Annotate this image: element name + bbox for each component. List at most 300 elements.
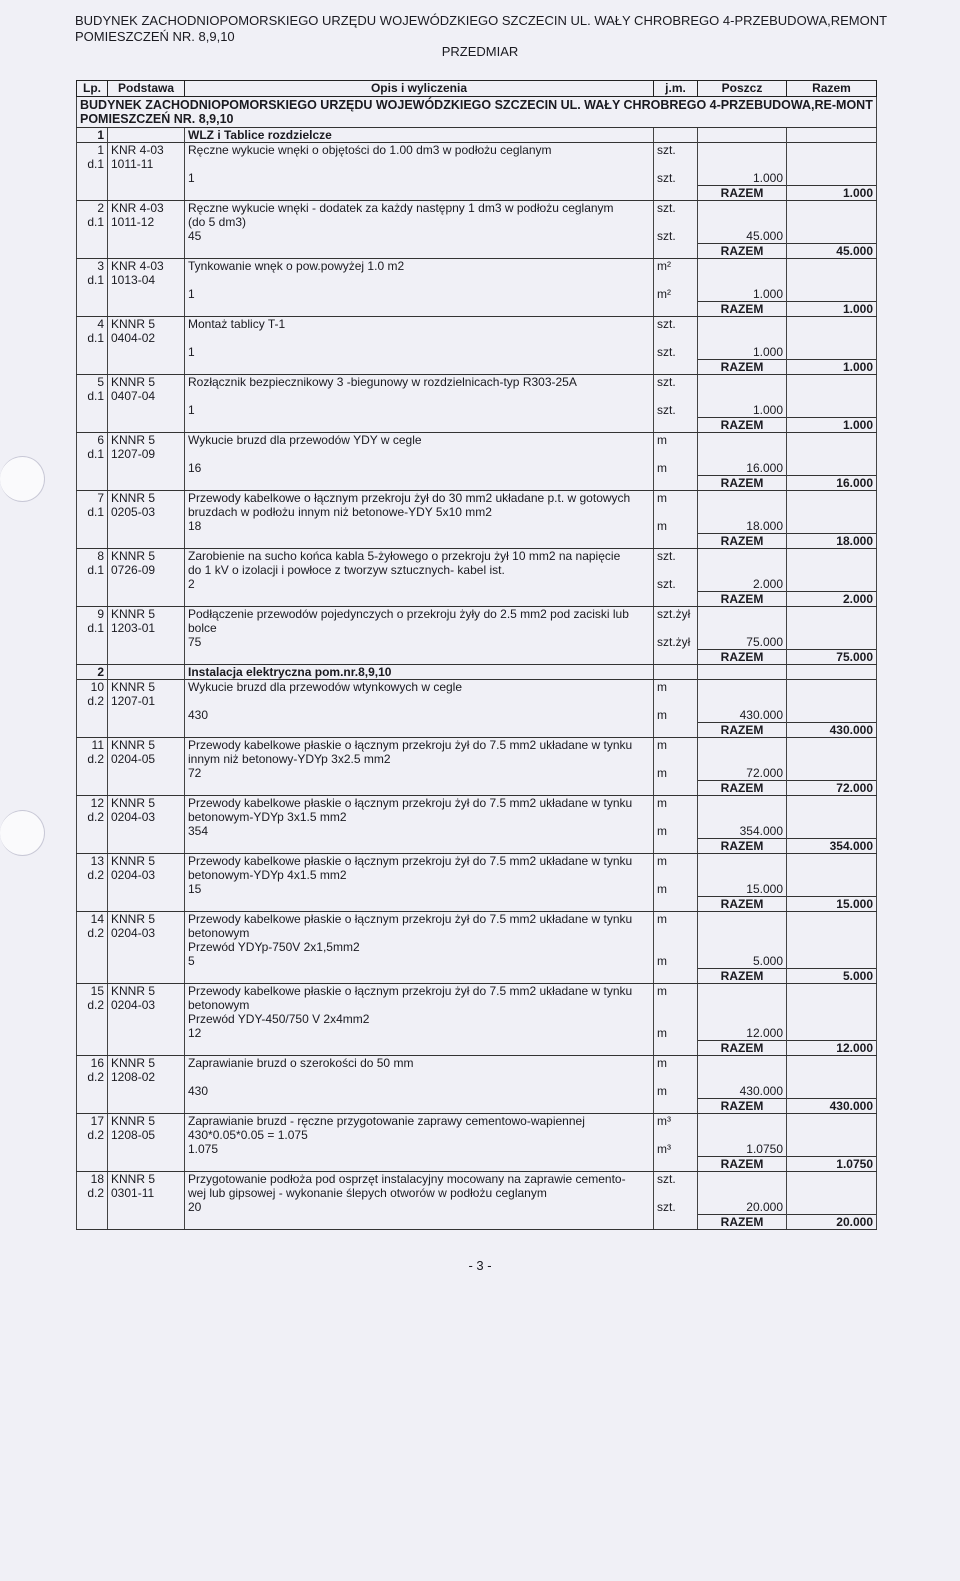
razem-label: RAZEM	[698, 1099, 787, 1114]
item-basis: KNNR 5	[108, 375, 185, 390]
item-description	[185, 1070, 654, 1084]
item-lp-suffix: d.2	[77, 1186, 108, 1200]
item-lp-suffix: d.1	[77, 447, 108, 461]
table-cell	[108, 839, 185, 854]
item-description: 430*0.05*0.05 = 1.075	[185, 1128, 654, 1142]
item-row	[77, 1056, 877, 1071]
item-row-cont	[77, 926, 877, 940]
item-unit: m	[654, 854, 698, 869]
table-cell	[698, 215, 787, 229]
item-row	[77, 375, 877, 390]
table-cell	[77, 519, 108, 534]
table-cell	[77, 229, 108, 244]
razem-label: RAZEM	[698, 650, 787, 665]
table-cell	[654, 505, 698, 519]
table-cell	[698, 201, 787, 216]
item-basis: KNNR 5	[108, 549, 185, 564]
item-total-row	[77, 244, 877, 259]
item-row	[77, 984, 877, 999]
item-calc-row	[77, 708, 877, 723]
table-cell	[787, 229, 877, 244]
item-row-cont	[77, 215, 877, 229]
item-lp: 5	[77, 375, 108, 390]
table-cell	[787, 926, 877, 940]
item-basis: KNNR 5	[108, 854, 185, 869]
item-description: betonowym-YDYp 3x1.5 mm2	[185, 810, 654, 824]
razem-label: RAZEM	[698, 1157, 787, 1172]
item-basis-code: 0205-03	[108, 505, 185, 519]
item-row-cont	[77, 810, 877, 824]
item-row	[77, 912, 877, 927]
item-calc-row	[77, 882, 877, 897]
item-partial: 72.000	[698, 766, 787, 781]
table-cell	[787, 317, 877, 332]
item-calc-unit: m	[654, 954, 698, 969]
item-total: 12.000	[787, 1041, 877, 1056]
item-basis-code: 0726-09	[108, 563, 185, 577]
table-cell	[185, 302, 654, 317]
table-cell	[787, 680, 877, 695]
table-cell	[77, 1200, 108, 1215]
table-cell	[787, 171, 877, 186]
item-calc-row	[77, 766, 877, 781]
item-total: 1.000	[787, 360, 877, 375]
item-lp: 12	[77, 796, 108, 811]
table-cell	[77, 839, 108, 854]
item-total-row	[77, 360, 877, 375]
item-calc-unit: szt.	[654, 1200, 698, 1215]
item-unit: m	[654, 984, 698, 999]
item-lp: 9	[77, 607, 108, 622]
item-description: bruzdach w podłożu innym niż betonowe-YDY 5x10 mm2	[185, 505, 654, 519]
item-row	[77, 796, 877, 811]
table-cell	[654, 665, 698, 680]
table-cell	[654, 389, 698, 403]
item-row	[77, 317, 877, 332]
table-cell	[108, 345, 185, 360]
item-calculation: 45	[185, 229, 654, 244]
item-basis-code: 1207-01	[108, 694, 185, 708]
item-unit: szt.żył	[654, 607, 698, 622]
table-cell	[787, 259, 877, 274]
item-lp-suffix: d.2	[77, 926, 108, 940]
table-cell	[787, 738, 877, 753]
razem-label: RAZEM	[698, 1041, 787, 1056]
table-cell	[787, 1114, 877, 1129]
item-calc-row	[77, 171, 877, 186]
item-calculation: 430	[185, 1084, 654, 1099]
table-cell	[787, 128, 877, 143]
item-unit: m	[654, 491, 698, 506]
table-cell	[77, 635, 108, 650]
table-cell	[698, 680, 787, 695]
item-partial: 20.000	[698, 1200, 787, 1215]
item-lp-suffix: d.2	[77, 998, 108, 1012]
item-row	[77, 259, 877, 274]
item-unit: szt.	[654, 143, 698, 158]
table-cell	[787, 665, 877, 680]
item-calculation: 15	[185, 882, 654, 897]
item-basis: KNNR 5	[108, 796, 185, 811]
item-row	[77, 607, 877, 622]
table-cell	[77, 302, 108, 317]
table-cell	[77, 476, 108, 491]
table-cell	[185, 418, 654, 433]
item-calc-unit: m	[654, 824, 698, 839]
razem-label: RAZEM	[698, 476, 787, 491]
item-calculation: 20	[185, 1200, 654, 1215]
table-cell	[108, 940, 185, 954]
section-title: Instalacja elektryczna pom.nr.8,9,10	[185, 665, 654, 680]
item-calc-row	[77, 1084, 877, 1099]
item-lp-suffix: d.1	[77, 389, 108, 403]
table-cell	[698, 143, 787, 158]
table-cell	[787, 345, 877, 360]
item-row-cont	[77, 563, 877, 577]
item-total: 15.000	[787, 897, 877, 912]
table-cell	[654, 868, 698, 882]
table-cell	[787, 1172, 877, 1187]
table-cell	[787, 505, 877, 519]
razem-label: RAZEM	[698, 592, 787, 607]
table-cell	[185, 186, 654, 201]
table-cell	[108, 1142, 185, 1157]
table-cell	[77, 1012, 108, 1026]
item-lp-suffix: d.2	[77, 868, 108, 882]
table-cell	[654, 897, 698, 912]
item-unit: m³	[654, 1114, 698, 1129]
item-basis-code: 1203-01	[108, 621, 185, 635]
item-row-cont	[77, 1128, 877, 1142]
item-description: Zarobienie na sucho końca kabla 5-żyłowego o przekroju żył 10 mm2 na napięcie	[185, 549, 654, 564]
header-line-2: POMIESZCZEŃ NR. 8,9,10	[75, 29, 235, 44]
table-cell	[77, 418, 108, 433]
table-cell	[787, 331, 877, 345]
item-description: Przygotowanie podłoża pod osprzęt instalacyjny mocowany na zaprawie cemento-	[185, 1172, 654, 1187]
item-basis-code: 1013-04	[108, 273, 185, 287]
table-cell	[787, 868, 877, 882]
item-calc-row	[77, 519, 877, 534]
item-partial: 1.000	[698, 403, 787, 418]
item-partial: 18.000	[698, 519, 787, 534]
item-row	[77, 1114, 877, 1129]
table-cell	[654, 810, 698, 824]
item-total: 430.000	[787, 723, 877, 738]
item-description: betonowym	[185, 998, 654, 1012]
item-lp: 6	[77, 433, 108, 448]
item-calc-unit: m	[654, 708, 698, 723]
item-partial: 430.000	[698, 1084, 787, 1099]
item-description: Wykucie bruzd dla przewodów YDY w cegle	[185, 433, 654, 448]
table-cell	[787, 854, 877, 869]
item-total: 20.000	[787, 1215, 877, 1230]
table-cell	[654, 723, 698, 738]
item-basis: KNNR 5	[108, 984, 185, 999]
item-partial: 15.000	[698, 882, 787, 897]
item-total-row	[77, 592, 877, 607]
item-lp-suffix: d.1	[77, 505, 108, 519]
table-cell	[108, 1215, 185, 1230]
table-cell	[698, 128, 787, 143]
table-cell	[77, 940, 108, 954]
item-lp-suffix: d.1	[77, 273, 108, 287]
item-calc-row	[77, 1142, 877, 1157]
table-cell	[787, 215, 877, 229]
item-total: 45.000	[787, 244, 877, 259]
table-cell	[787, 824, 877, 839]
item-lp: 10	[77, 680, 108, 695]
table-cell	[654, 215, 698, 229]
item-total: 72.000	[787, 781, 877, 796]
item-description: do 1 kV o izolacji i powłoce z tworzyw sztucznych- kabel ist.	[185, 563, 654, 577]
item-calc-unit: m²	[654, 287, 698, 302]
table-cell	[787, 882, 877, 897]
table-cell	[108, 1084, 185, 1099]
item-row-cont	[77, 389, 877, 403]
table-cell	[654, 360, 698, 375]
table-cell	[108, 287, 185, 302]
table-cell	[108, 824, 185, 839]
table-cell	[654, 940, 698, 954]
razem-label: RAZEM	[698, 418, 787, 433]
item-unit: m	[654, 433, 698, 448]
table-cell	[108, 403, 185, 418]
razem-label: RAZEM	[698, 360, 787, 375]
item-lp-suffix: d.2	[77, 694, 108, 708]
table-cell	[698, 607, 787, 622]
item-description: Przewody kabelkowe płaskie o łącznym przekroju żył do 7.5 mm2 układane w tynku	[185, 854, 654, 869]
table-title: BUDYNEK ZACHODNIOPOMORSKIEGO URZĘDU WOJEWÓDZKIEGO SZCZECIN UL. WAŁY CHROBREGO 4-PRZEBUDOWA,RE-MONT POMIESZCZEŃ NR. 8,9,10	[77, 97, 877, 128]
item-total-row	[77, 1157, 877, 1172]
item-total-row	[77, 534, 877, 549]
item-description: Rozłącznik bezpiecznikowy 3 -biegunowy w rozdzielnicach-typ R303-25A	[185, 375, 654, 390]
item-lp: 8	[77, 549, 108, 564]
razem-label: RAZEM	[698, 302, 787, 317]
item-total: 2.000	[787, 592, 877, 607]
item-description: innym niż betonowy-YDYp 3x2.5 mm2	[185, 752, 654, 766]
item-description: Zaprawianie bruzd - ręczne przygotowanie zaprawy cementowo-wapiennej	[185, 1114, 654, 1129]
item-basis: KNR 4-03	[108, 259, 185, 274]
table-cell	[108, 577, 185, 592]
table-cell	[654, 1012, 698, 1026]
item-lp-suffix: d.1	[77, 563, 108, 577]
table-cell	[77, 1157, 108, 1172]
table-cell	[108, 897, 185, 912]
item-description: Montaż tablicy T-1	[185, 317, 654, 332]
table-cell	[185, 1099, 654, 1114]
item-calculation: 354	[185, 824, 654, 839]
item-description	[185, 389, 654, 403]
item-basis: KNR 4-03	[108, 201, 185, 216]
section-row	[77, 128, 877, 143]
table-cell	[698, 810, 787, 824]
table-cell	[787, 287, 877, 302]
table-cell	[787, 563, 877, 577]
section-title: WLZ i Tablice rozdzielcze	[185, 128, 654, 143]
table-cell	[108, 723, 185, 738]
item-calc-unit: m	[654, 1026, 698, 1041]
table-cell	[698, 1012, 787, 1026]
item-row	[77, 854, 877, 869]
item-row	[77, 433, 877, 448]
item-calc-row	[77, 461, 877, 476]
table-cell	[698, 984, 787, 999]
table-cell	[698, 1128, 787, 1142]
item-description: Przewód YDYp-750V 2x1,5mm2	[185, 940, 654, 954]
item-partial: 16.000	[698, 461, 787, 476]
item-row	[77, 1172, 877, 1187]
razem-label: RAZEM	[698, 244, 787, 259]
table-cell	[787, 796, 877, 811]
item-total: 1.000	[787, 418, 877, 433]
item-calc-row	[77, 345, 877, 360]
table-cell	[787, 635, 877, 650]
table-cell	[185, 1041, 654, 1056]
table-cell	[787, 375, 877, 390]
table-cell	[698, 694, 787, 708]
table-cell	[698, 317, 787, 332]
table-cell	[77, 1142, 108, 1157]
item-description: Tynkowanie wnęk o pow.powyżej 1.0 m2	[185, 259, 654, 274]
item-calc-row	[77, 1026, 877, 1041]
item-row-cont	[77, 1070, 877, 1084]
table-cell	[108, 171, 185, 186]
item-lp-suffix: d.1	[77, 621, 108, 635]
table-cell	[698, 157, 787, 171]
table-cell	[185, 897, 654, 912]
item-description: Przewody kabelkowe płaskie o łącznym przekroju żył do 7.5 mm2 układane w tynku	[185, 984, 654, 999]
item-basis: KNNR 5	[108, 680, 185, 695]
table-cell	[654, 621, 698, 635]
item-basis: KNR 4-03	[108, 143, 185, 158]
table-cell	[77, 171, 108, 186]
table-cell	[185, 534, 654, 549]
table-cell	[108, 1012, 185, 1026]
item-basis-code: 1011-11	[108, 157, 185, 171]
item-calc-unit: szt.	[654, 577, 698, 592]
table-cell	[108, 1157, 185, 1172]
item-partial: 12.000	[698, 1026, 787, 1041]
item-basis-code: 0204-03	[108, 868, 185, 882]
item-calc-unit: szt.	[654, 171, 698, 186]
table-cell	[787, 1056, 877, 1071]
table-cell	[787, 621, 877, 635]
item-unit: m	[654, 738, 698, 753]
table-cell	[698, 752, 787, 766]
item-basis-code: 0407-04	[108, 389, 185, 403]
item-total-row	[77, 418, 877, 433]
table-cell	[654, 926, 698, 940]
item-description: Przewód YDY-450/750 V 2x4mm2	[185, 1012, 654, 1026]
table-cell	[77, 461, 108, 476]
item-lp: 3	[77, 259, 108, 274]
table-cell	[77, 186, 108, 201]
table-cell	[108, 1099, 185, 1114]
table-cell	[108, 882, 185, 897]
item-description: Ręczne wykucie wnęki o objętości do 1.00 dm3 w podłożu ceglanym	[185, 143, 654, 158]
table-cell	[698, 331, 787, 345]
item-partial: 45.000	[698, 229, 787, 244]
item-unit: m	[654, 796, 698, 811]
table-cell	[108, 1026, 185, 1041]
col-header-razem: Razem	[787, 81, 877, 97]
table-cell	[698, 505, 787, 519]
item-unit: m	[654, 1056, 698, 1071]
table-cell	[654, 563, 698, 577]
item-total-row	[77, 302, 877, 317]
table-cell	[185, 244, 654, 259]
table-title-row	[77, 97, 877, 128]
item-calc-unit: szt.	[654, 229, 698, 244]
table-cell	[77, 592, 108, 607]
item-calc-unit: szt.	[654, 345, 698, 360]
table-cell	[654, 186, 698, 201]
table-cell	[698, 621, 787, 635]
item-basis: KNNR 5	[108, 1114, 185, 1129]
item-row-cont	[77, 157, 877, 171]
table-cell	[108, 244, 185, 259]
item-row	[77, 201, 877, 216]
item-lp-suffix: d.2	[77, 752, 108, 766]
table-cell	[787, 491, 877, 506]
item-calculation: 1	[185, 345, 654, 360]
razem-label: RAZEM	[698, 969, 787, 984]
item-calc-unit: szt.żył	[654, 635, 698, 650]
table-cell	[108, 418, 185, 433]
item-row-cont	[77, 868, 877, 882]
table-cell	[787, 940, 877, 954]
item-partial: 5.000	[698, 954, 787, 969]
table-cell	[698, 1056, 787, 1071]
item-total-row	[77, 1041, 877, 1056]
col-header-podstawa: Podstawa	[108, 81, 185, 97]
cost-estimate-table	[76, 80, 877, 1230]
table-cell	[185, 839, 654, 854]
item-row-cont	[77, 273, 877, 287]
item-unit: szt.	[654, 201, 698, 216]
item-row-cont	[77, 752, 877, 766]
table-cell	[698, 665, 787, 680]
item-total-row	[77, 969, 877, 984]
table-cell	[698, 854, 787, 869]
item-partial: 1.0750	[698, 1142, 787, 1157]
item-lp-suffix: d.2	[77, 810, 108, 824]
item-total: 75.000	[787, 650, 877, 665]
table-cell	[77, 1215, 108, 1230]
item-calc-row	[77, 954, 877, 969]
item-total-row	[77, 1215, 877, 1230]
item-total-row	[77, 1099, 877, 1114]
item-description: Podłączenie przewodów pojedynczych o przekroju żyły do 2.5 mm2 pod zaciski lub	[185, 607, 654, 622]
item-basis-code: 0204-03	[108, 926, 185, 940]
item-basis: KNNR 5	[108, 607, 185, 622]
table-cell	[77, 244, 108, 259]
table-cell	[654, 302, 698, 317]
item-row-cont	[77, 447, 877, 461]
table-cell	[77, 287, 108, 302]
binder-hole	[0, 810, 45, 856]
table-cell	[787, 433, 877, 448]
table-cell	[654, 244, 698, 259]
table-cell	[185, 476, 654, 491]
table-cell	[698, 447, 787, 461]
item-unit: m²	[654, 259, 698, 274]
item-row	[77, 549, 877, 564]
table-cell	[698, 389, 787, 403]
item-row-cont	[77, 1012, 877, 1026]
col-header-opis: Opis i wyliczenia	[185, 81, 654, 97]
item-partial: 354.000	[698, 824, 787, 839]
